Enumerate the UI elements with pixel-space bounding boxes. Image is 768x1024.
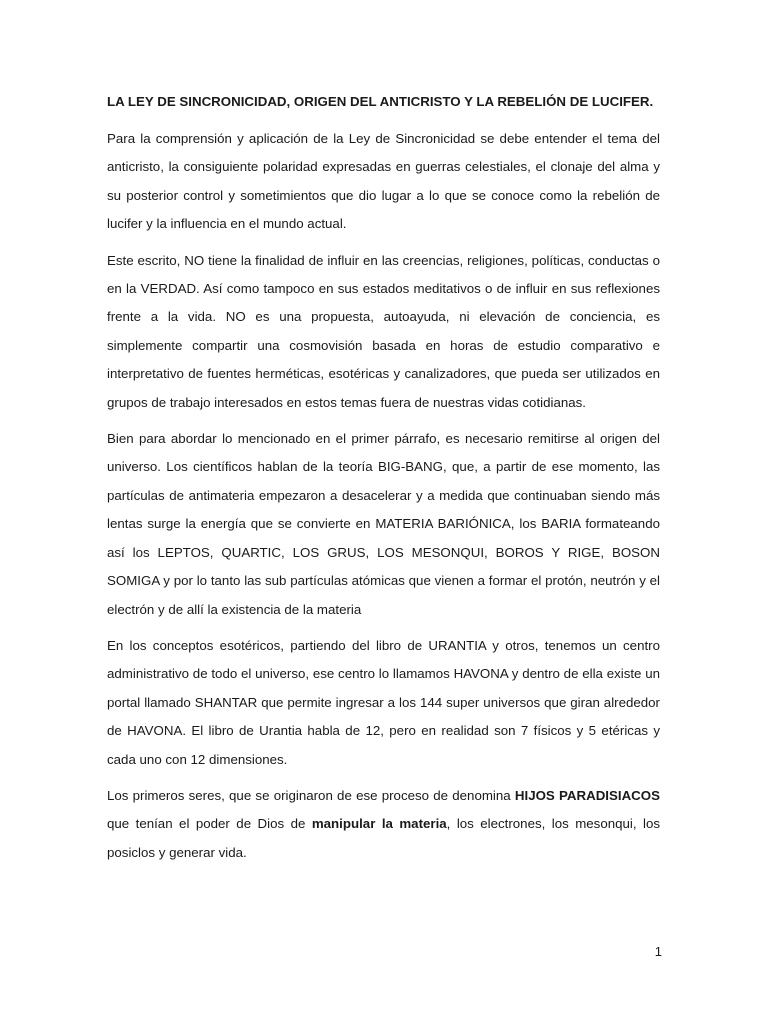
paragraph-5-bold-2: manipular la materia (311, 816, 447, 832)
paragraph-5-bold-1: HIJOS PARADISIACOS (514, 787, 660, 803)
paragraph-3: Bien para abordar lo mencionado en el primer párrafo, es necesario remitirse al origen del universo. Los científicos hablan de la teoría BIG-BANG, que, a partir de ese momento, las partículas de antimateria empezaron a desacelerar y a medida que continuaban siendo más lentas surge la energía que se convierte en MATERIA BARIÓNICA, los BARIA formateando así los LEPTOS, QUARTIC, LOS GRUS, LOS MESONQUI, BOROS Y RIGE, BOSON SOMIGA y por lo tanto las sub partículas atómicas que vienen a formar el protón, neutrón y el electrón y de allí la existencia de la materia (107, 431, 660, 617)
document-title: LA LEY DE SINCRONICIDAD, ORIGEN DEL ANTICRISTO Y LA REBELIÓN DE LUCIFER. (107, 94, 654, 109)
paragraph-4: En los conceptos esotéricos, partiendo del libro de URANTIA y otros, tenemos un centro administrativo de todo el universo, ese centro lo llamamos HAVONA y dentro de ella existe un portal llamado SHANTAR que permite ingresar a los 144 super universos que giran alrededor de HAVONA. El libro de Urantia habla de 12, pero en realidad son 7 físicos y 5 etéricas y cada uno con 12 dimensiones. (107, 637, 660, 767)
paragraph-2: Este escrito, NO tiene la finalidad de influir en las creencias, religiones, políticas, conductas o en la VERDAD. Así como tampoco en sus estados meditativos o de influir en sus reflexiones frente a la vida. NO es una propuesta, autoayuda, ni elevación de conciencia, es simplemente compartir una cosmovisión basada en horas de estudio comparativo e interpretativo de fuentes herméticas, esotéricas y canalizadores, que pueda ser utilizados en grupos de trabajo interesados en estos temas fuera de nuestras vidas cotidianas. (107, 252, 660, 410)
paragraph-5-text-1: Los primeros seres, que se originaron de ese proceso de denomina (107, 787, 515, 803)
document-body (107, 89, 660, 875)
paragraph-1: Para la comprensión y aplicación de la Ley de Sincronicidad se debe entender el tema del anticristo, la consiguiente polaridad expresadas en guerras celestiales, el clonaje del alma y su posterior control y sometimientos que dio lugar a lo que se conoce como la rebelión de lucifer y la influencia en el mundo actual. (107, 131, 660, 232)
paragraph-5-text-2: que tenían el poder de Dios de (107, 816, 312, 832)
paragraph-5-text-3: , los electrones, los mesonqui, los posiclos y generar vida. (107, 816, 660, 860)
paragraph-5 (107, 782, 660, 867)
page-number: 1 (654, 944, 662, 959)
